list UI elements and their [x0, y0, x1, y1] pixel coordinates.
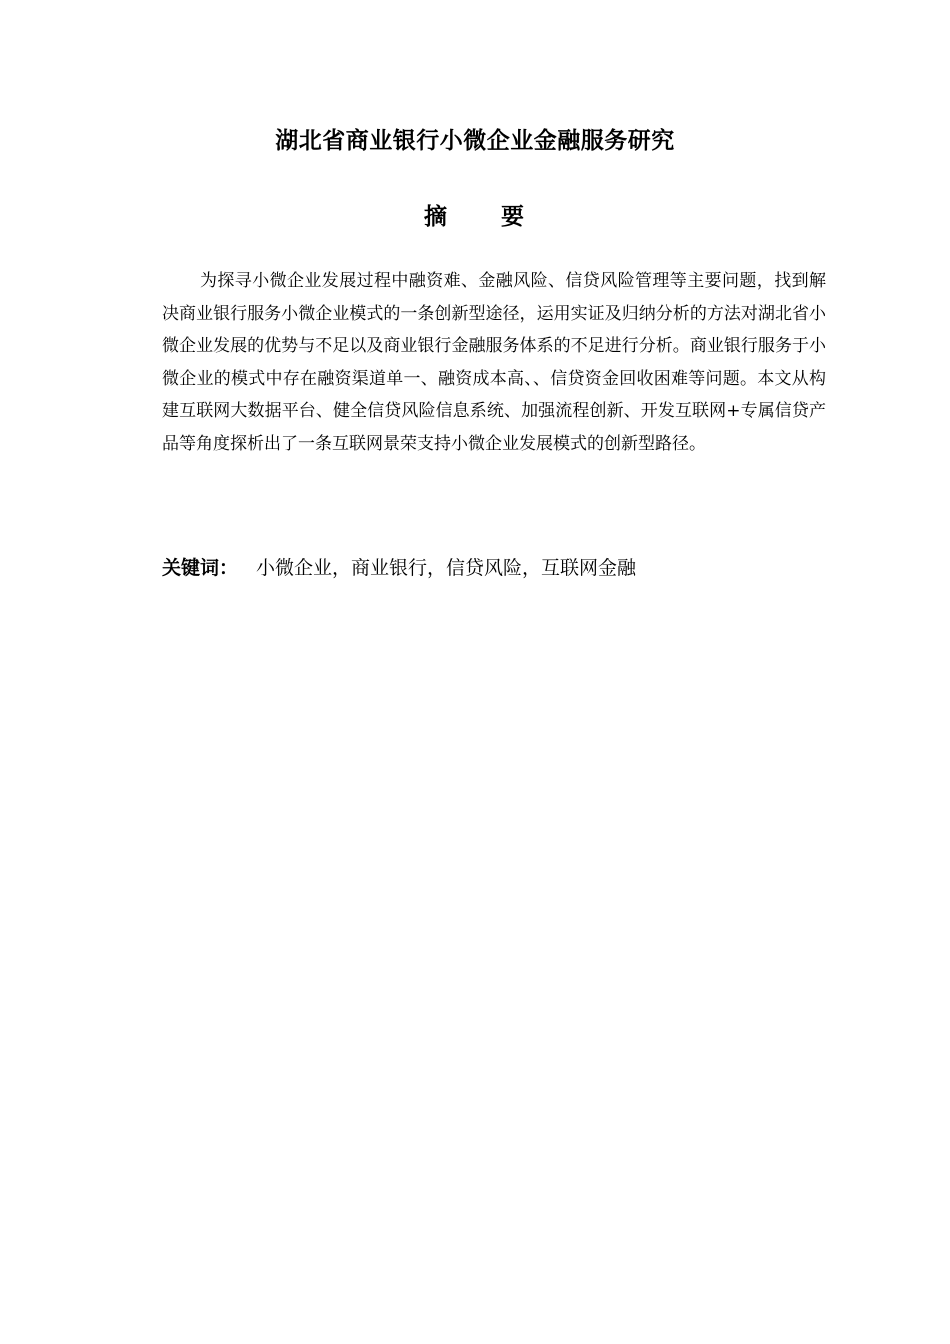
abstract-heading-char-2: 要 [501, 204, 526, 230]
keywords-value: 小微企业，商业银行，信贷风险，互联网金融 [256, 557, 637, 579]
document-title: 湖北省商业银行小微企业金融服务研究 [275, 128, 675, 154]
keywords-label: 关键词： [162, 557, 239, 579]
keywords-line [162, 552, 826, 584]
abstract-heading [0, 200, 950, 234]
abstract-heading-char-1: 摘 [424, 204, 449, 230]
abstract-body: 为探寻小微企业发展过程中融资难、金融风险、信贷风险管理等主要问题，找到解决商业银行服务小微企业模式的一条创新型途径，运用实证及归纳分析的方法对湖北省小微企业发展的优势与不足以及商业银行金融服务体系的不足进行分析。商业银行服务于小微企业的模式中存在融资渠道单一、融资成本高、、信贷资金回收困难等问题。本文从构建互联网大数据平台、健全信贷风险信息系统、加强流程创新、开发互联网+专属信贷产品等角度探析出了一条互联网景荣支持小微企业发展模式的创新型路径。 [162, 271, 826, 454]
